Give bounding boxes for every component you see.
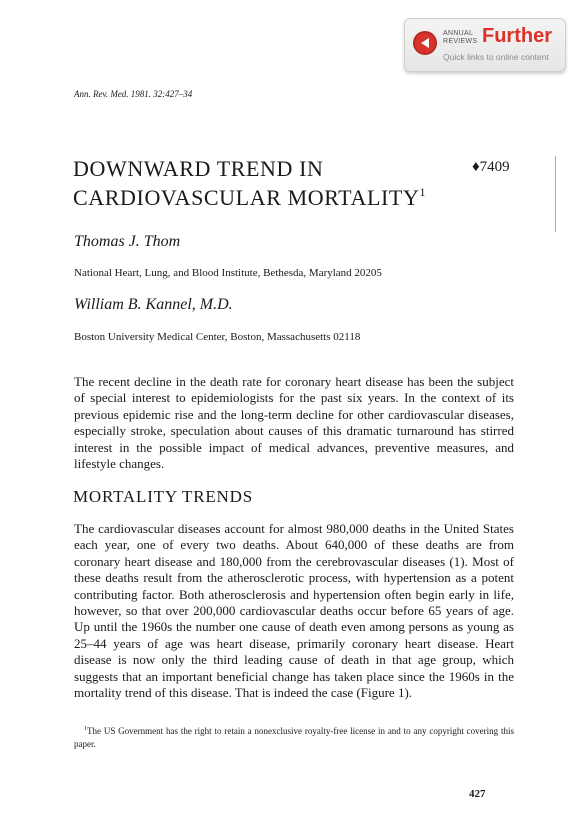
annual-reviews-logo-icon [413,31,437,55]
body-paragraph: The cardiovascular diseases account for almost 980,000 deaths in the United States each year, one of every two deaths. About 640,000 of these deaths are from coronary heart disease and 180,000 from the cerebrovascular diseases (1). Most of these deaths result from the atherosclerotic process, with hypertension as a potent contributing factor. Both atherosclerosis and hypertension often begin early in life, however, so that over 200,000 cardiovascular deaths occur before 65 years of age. Up until the 1960s the number one cause of death even among persons as young as 25–44 years of age was heart disease, primarily coronary heart disease. Heart disease is now only the third leading cause of death in that age group, which suggests that an important beneficial change has taken place since the 1960s in the mortality trend of this disease. That is indeed the case (Figure 1). [74,521,514,701]
author-name: William B. Kannel, M.D. [74,296,233,313]
journal-citation: Ann. Rev. Med. 1981. 32:427–34 [74,89,193,99]
further-badge[interactable] [404,18,566,72]
title-footnote-marker: 1 [419,185,427,199]
quick-links-text[interactable]: Quick links to online content [443,52,549,62]
further-label: Further [482,25,552,47]
page-number: 427 [469,788,486,800]
author-name: Thomas J. Thom [74,233,181,250]
article-id: ♦7409 [472,159,510,175]
section-heading: MORTALITY TRENDS [73,487,253,506]
footnote [74,725,514,751]
author-affiliation: National Heart, Lung, and Blood Institute, Bethesda, Maryland 20205 [74,267,382,279]
article-title [73,154,453,212]
author-affiliation: Boston University Medical Center, Boston, Massachusetts 02118 [74,331,361,343]
title-line-2: CARDIOVASCULAR MORTALITY [73,185,420,210]
title-line-1: DOWNWARD TREND IN [73,156,324,181]
footnote-marker: 1 [84,726,87,732]
abstract-paragraph: The recent decline in the death rate for coronary heart disease has been the subject of special interest to epidemiologists for the past six years. In the context of its previous epidemic rise and the long-term decline for other cardiovascular diseases, especially stroke, speculation about causes of this dramatic turnaround has stirred interest in the possible impact of medical advances, preventive measures, and lifestyle changes. [74,374,514,472]
margin-rule [555,156,556,232]
footnote-text: The US Government has the right to retain a nonexclusive royalty-free license in and to any copyright covering this paper. [74,726,514,749]
annual-reviews-wordmark: ANNUAL REVIEWS [443,30,478,45]
